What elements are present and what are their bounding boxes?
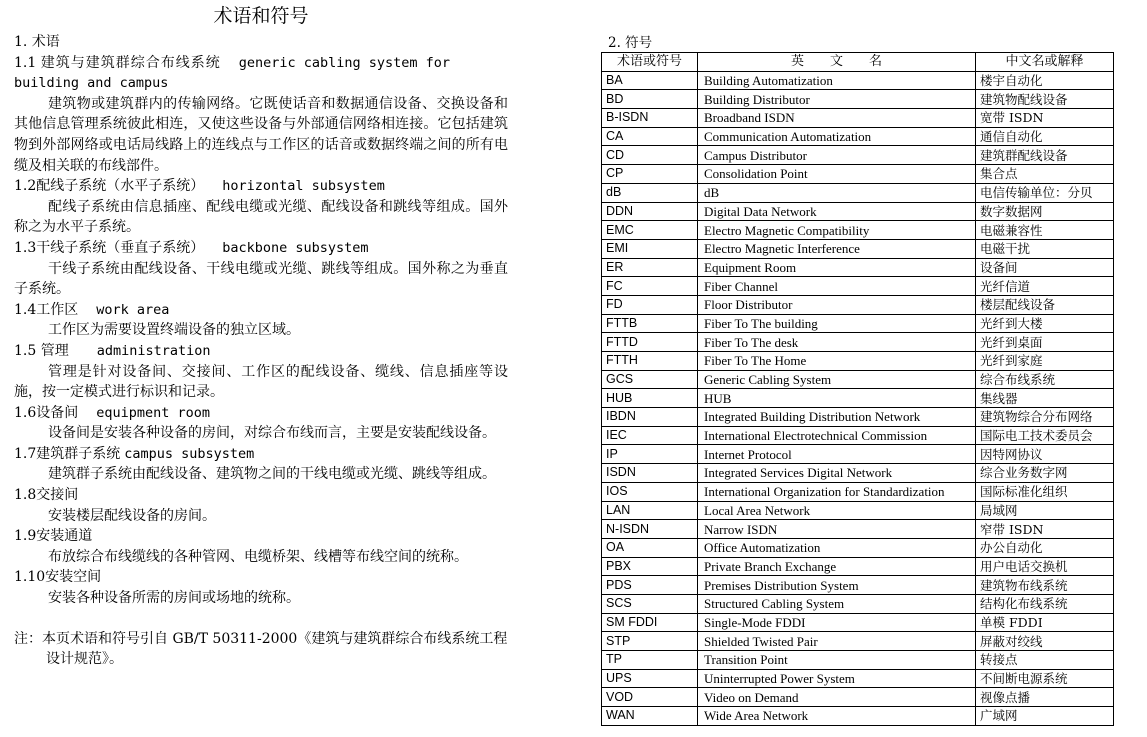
term-heading <box>14 176 508 197</box>
symbol-abbreviation: DDN <box>602 202 698 221</box>
term-english: horizontal subsystem <box>222 178 385 195</box>
symbol-chinese-name: 楼层配线设备 <box>976 295 1114 314</box>
symbol-chinese-name: 数字数据网 <box>976 202 1114 221</box>
symbol-chinese-name: 集合点 <box>976 165 1114 184</box>
term-english: campus subsystem <box>124 445 255 462</box>
term-definition: 配线子系统由信息插座、配线电缆或光缆、配线设备和跳线等组成。国外称之为水平子系统。 <box>14 198 508 236</box>
table-row <box>602 146 1114 165</box>
term-definition: 建筑群子系统由配线设备、建筑物之间的干线电缆或光缆、跳线等组成。 <box>48 466 496 483</box>
symbol-abbreviation: CA <box>602 127 698 146</box>
term-number: 1.8 <box>14 487 37 504</box>
symbol-abbreviation: EMI <box>602 239 698 258</box>
symbol-abbreviation: VOD <box>602 688 698 707</box>
symbol-english-name: Integrated Services Digital Network <box>698 464 976 483</box>
term-heading <box>14 403 508 424</box>
symbol-abbreviation: ISDN <box>602 464 698 483</box>
table-row <box>602 239 1114 258</box>
term-number: 1.5 <box>14 342 37 359</box>
symbol-chinese-name: 光纤信道 <box>976 277 1114 296</box>
symbol-english-name: Digital Data Network <box>698 202 976 221</box>
symbol-chinese-name: 楼宇自动化 <box>976 71 1114 90</box>
symbol-chinese-name: 屏蔽对绞线 <box>976 632 1114 651</box>
symbol-abbreviation: N-ISDN <box>602 520 698 539</box>
term-english: work area <box>96 301 170 318</box>
term-heading <box>14 341 508 362</box>
column-header: 中文名或解释 <box>976 53 1114 72</box>
column-header: 术语或符号 <box>602 53 698 72</box>
symbol-chinese-name: 单模 FDDI <box>976 613 1114 632</box>
symbol-english-name: Narrow ISDN <box>698 520 976 539</box>
symbol-chinese-name: 电磁兼容性 <box>976 221 1114 240</box>
symbol-abbreviation: ER <box>602 258 698 277</box>
symbol-abbreviation: dB <box>602 183 698 202</box>
symbol-chinese-name: 广域网 <box>976 707 1114 726</box>
symbol-english-name: Broadband ISDN <box>698 109 976 128</box>
term-chinese: 安装通道 <box>36 528 93 545</box>
term-definition: 布放综合布线缆线的各种管网、电缆桥架、线槽等布线空间的统称。 <box>48 548 468 565</box>
term-chinese: 建筑群子系统 <box>36 445 121 462</box>
symbol-chinese-name: 国际电工技术委员会 <box>976 426 1114 445</box>
symbol-english-name: Premises Distribution System <box>698 576 976 595</box>
symbol-abbreviation: OA <box>602 538 698 557</box>
column-header: 英 文 名 <box>698 53 976 72</box>
table-row <box>602 520 1114 539</box>
page-title: 术语和符号 <box>213 5 309 27</box>
symbol-english-name: Electro Magnetic Compatibility <box>698 221 976 240</box>
symbol-english-name: Fiber To The desk <box>698 333 976 352</box>
table-row <box>602 408 1114 427</box>
term-heading <box>14 444 508 465</box>
symbol-english-name: Campus Distributor <box>698 146 976 165</box>
term-english: backbone subsystem <box>222 239 369 256</box>
symbol-chinese-name: 设备间 <box>976 258 1114 277</box>
table-row <box>602 277 1114 296</box>
note-text: 本页术语和符号引自 GB/T 50311-2000《建筑与建筑群综合布线系统工程设计规范》。 <box>42 630 508 668</box>
term-chinese: 安装空间 <box>45 569 102 586</box>
table-row <box>602 295 1114 314</box>
term-definition: 建筑物或建筑群内的传输网络。它既使话音和数据通信设备、交换设备和其他信息管理系统彼此相连，又使这些设备与外部通信网络相连接。它包括建筑物到外部网络或电话局线路上的连线点与工作区的话音或数据终端之间的所有电缆及相关联的布线部件。 <box>14 95 508 174</box>
symbol-english-name: Communication Automatization <box>698 127 976 146</box>
symbol-english-name: Building Automatization <box>698 71 976 90</box>
term-heading <box>14 300 508 321</box>
symbol-english-name: Single-Mode FDDI <box>698 613 976 632</box>
symbols-table-body <box>602 71 1114 725</box>
term-number: 1.9 <box>14 528 37 545</box>
table-row <box>602 651 1114 670</box>
table-row <box>602 352 1114 371</box>
symbol-abbreviation: UPS <box>602 669 698 688</box>
table-row <box>602 482 1114 501</box>
symbol-chinese-name: 用户电话交换机 <box>976 557 1114 576</box>
symbol-english-name: Internet Protocol <box>698 445 976 464</box>
symbol-abbreviation: IOS <box>602 482 698 501</box>
term-number: 1.4 <box>14 301 37 318</box>
term-chinese: 设备间 <box>36 404 79 421</box>
symbol-abbreviation: PBX <box>602 557 698 576</box>
table-row <box>602 165 1114 184</box>
table-row <box>602 314 1114 333</box>
symbol-english-name: Fiber To The Home <box>698 352 976 371</box>
symbol-abbreviation: CP <box>602 165 698 184</box>
term-chinese: 管理 <box>40 342 69 359</box>
symbol-chinese-name: 光纤到家庭 <box>976 352 1114 371</box>
symbols-heading: 2. 符号 <box>608 35 653 51</box>
symbol-abbreviation: FTTD <box>602 333 698 352</box>
symbol-chinese-name: 通信自动化 <box>976 127 1114 146</box>
symbol-english-name: International Organization for Standardization <box>698 482 976 501</box>
table-row <box>602 632 1114 651</box>
symbol-abbreviation: FD <box>602 295 698 314</box>
symbol-chinese-name: 光纤到大楼 <box>976 314 1114 333</box>
symbol-abbreviation: B-ISDN <box>602 109 698 128</box>
table-row <box>602 90 1114 109</box>
symbol-abbreviation: HUB <box>602 389 698 408</box>
symbol-abbreviation: GCS <box>602 370 698 389</box>
symbol-english-name: Wide Area Network <box>698 707 976 726</box>
term-chinese: 工作区 <box>36 301 79 318</box>
symbol-chinese-name: 窄带 ISDN <box>976 520 1114 539</box>
term-chinese: 交接间 <box>36 487 79 504</box>
symbol-english-name: Transition Point <box>698 651 976 670</box>
symbol-abbreviation: SM FDDI <box>602 613 698 632</box>
term-heading <box>14 53 508 94</box>
table-row <box>602 127 1114 146</box>
symbol-abbreviation: IBDN <box>602 408 698 427</box>
symbol-english-name: Equipment Room <box>698 258 976 277</box>
term-chinese: 干线子系统（垂直子系统） <box>36 239 205 256</box>
symbol-chinese-name: 光纤到桌面 <box>976 333 1114 352</box>
term-number: 1.3 <box>14 239 37 256</box>
symbol-chinese-name: 电信传输单位：分贝 <box>976 183 1114 202</box>
term-heading <box>14 238 508 259</box>
symbol-abbreviation: SCS <box>602 594 698 613</box>
symbol-english-name: Integrated Building Distribution Network <box>698 408 976 427</box>
term-heading <box>14 567 508 588</box>
symbol-abbreviation: PDS <box>602 576 698 595</box>
symbol-abbreviation: FTTH <box>602 352 698 371</box>
symbol-abbreviation: IEC <box>602 426 698 445</box>
term-number: 1.7 <box>14 445 37 462</box>
table-row <box>602 688 1114 707</box>
symbol-english-name: Building Distributor <box>698 90 976 109</box>
term-definition: 干线子系统由配线设备、干线电缆或光缆、跳线等组成。国外称之为垂直子系统。 <box>14 260 508 298</box>
symbol-abbreviation: FTTB <box>602 314 698 333</box>
table-row <box>602 221 1114 240</box>
symbol-chinese-name: 集线器 <box>976 389 1114 408</box>
term-number: 1.10 <box>14 569 46 586</box>
symbol-chinese-name: 国际标准化组织 <box>976 482 1114 501</box>
symbol-chinese-name: 视像点播 <box>976 688 1114 707</box>
table-row <box>602 613 1114 632</box>
symbol-abbreviation: CD <box>602 146 698 165</box>
table-row <box>602 594 1114 613</box>
symbol-chinese-name: 电磁干扰 <box>976 239 1114 258</box>
symbol-abbreviation: LAN <box>602 501 698 520</box>
note-label: 注： <box>14 630 42 647</box>
source-note <box>14 629 508 670</box>
term-number: 1.6 <box>14 404 37 421</box>
symbol-abbreviation: IP <box>602 445 698 464</box>
table-row <box>602 202 1114 221</box>
table-row <box>602 557 1114 576</box>
terms-section <box>14 32 508 670</box>
table-row <box>602 333 1114 352</box>
symbol-english-name: Shielded Twisted Pair <box>698 632 976 651</box>
term-definition: 安装各种设备所需的房间或场地的统称。 <box>48 590 300 607</box>
symbol-chinese-name: 办公自动化 <box>976 538 1114 557</box>
symbol-abbreviation: TP <box>602 651 698 670</box>
table-row <box>602 707 1114 726</box>
table-row <box>602 445 1114 464</box>
symbol-chinese-name: 结构化布线系统 <box>976 594 1114 613</box>
symbol-chinese-name: 建筑物布线系统 <box>976 576 1114 595</box>
symbol-chinese-name: 建筑群配线设备 <box>976 146 1114 165</box>
table-row <box>602 71 1114 90</box>
symbol-english-name: dB <box>698 183 976 202</box>
spacer <box>14 609 508 629</box>
symbol-english-name: Floor Distributor <box>698 295 976 314</box>
symbol-abbreviation: FC <box>602 277 698 296</box>
term-number: 1.2 <box>14 178 37 195</box>
symbol-chinese-name: 局域网 <box>976 501 1114 520</box>
symbol-english-name: International Electrotechnical Commission <box>698 426 976 445</box>
table-row <box>602 501 1114 520</box>
table-row <box>602 576 1114 595</box>
symbol-english-name: HUB <box>698 389 976 408</box>
term-chinese: 建筑与建筑群综合布线系统 <box>40 54 221 71</box>
symbol-chinese-name: 建筑物配线设备 <box>976 90 1114 109</box>
symbol-abbreviation: EMC <box>602 221 698 240</box>
table-row <box>602 389 1114 408</box>
symbol-chinese-name: 综合布线系统 <box>976 370 1114 389</box>
symbol-english-name: Generic Cabling System <box>698 370 976 389</box>
term-heading <box>14 485 508 506</box>
symbol-english-name: Fiber Channel <box>698 277 976 296</box>
table-row <box>602 426 1114 445</box>
symbol-abbreviation: STP <box>602 632 698 651</box>
symbol-english-name: Office Automatization <box>698 538 976 557</box>
symbol-english-name: Uninterrupted Power System <box>698 669 976 688</box>
terms-heading: 1. 术语 <box>14 34 60 50</box>
term-heading <box>14 526 508 547</box>
table-row <box>602 464 1114 483</box>
symbols-table <box>601 52 1114 726</box>
term-definition: 工作区为需要设置终端设备的独立区域。 <box>48 322 300 339</box>
table-row <box>602 109 1114 128</box>
term-english: equipment room <box>96 404 211 421</box>
symbol-chinese-name: 因特网协议 <box>976 445 1114 464</box>
symbol-english-name: Video on Demand <box>698 688 976 707</box>
symbol-english-name: Consolidation Point <box>698 165 976 184</box>
symbol-abbreviation: WAN <box>602 707 698 726</box>
term-english: generic cabling system for building and campus <box>14 54 451 92</box>
symbol-english-name: Fiber To The building <box>698 314 976 333</box>
term-definition: 安装楼层配线设备的房间。 <box>48 507 216 524</box>
symbol-chinese-name: 不间断电源系统 <box>976 669 1114 688</box>
symbol-abbreviation: BD <box>602 90 698 109</box>
term-english: administration <box>96 342 211 359</box>
table-header-row <box>602 53 1114 72</box>
symbol-english-name: Private Branch Exchange <box>698 557 976 576</box>
symbol-chinese-name: 转接点 <box>976 651 1114 670</box>
table-row <box>602 183 1114 202</box>
symbol-english-name: Local Area Network <box>698 501 976 520</box>
table-row <box>602 669 1114 688</box>
symbol-english-name: Structured Cabling System <box>698 594 976 613</box>
term-definition: 管理是针对设备间、交接间、工作区的配线设备、缆线、信息插座等设施，按一定模式进行标识和记录。 <box>14 363 508 401</box>
term-number: 1.1 <box>14 54 37 71</box>
table-row <box>602 370 1114 389</box>
symbol-english-name: Electro Magnetic Interference <box>698 239 976 258</box>
table-row <box>602 538 1114 557</box>
symbol-chinese-name: 宽带 ISDN <box>976 109 1114 128</box>
symbol-chinese-name: 建筑物综合分布网络 <box>976 408 1114 427</box>
symbol-chinese-name: 综合业务数字网 <box>976 464 1114 483</box>
symbol-abbreviation: BA <box>602 71 698 90</box>
term-definition: 设备间是安装各种设备的房间，对综合布线而言，主要是安装配线设备。 <box>48 425 496 442</box>
table-row <box>602 258 1114 277</box>
term-chinese: 配线子系统（水平子系统） <box>36 178 205 195</box>
